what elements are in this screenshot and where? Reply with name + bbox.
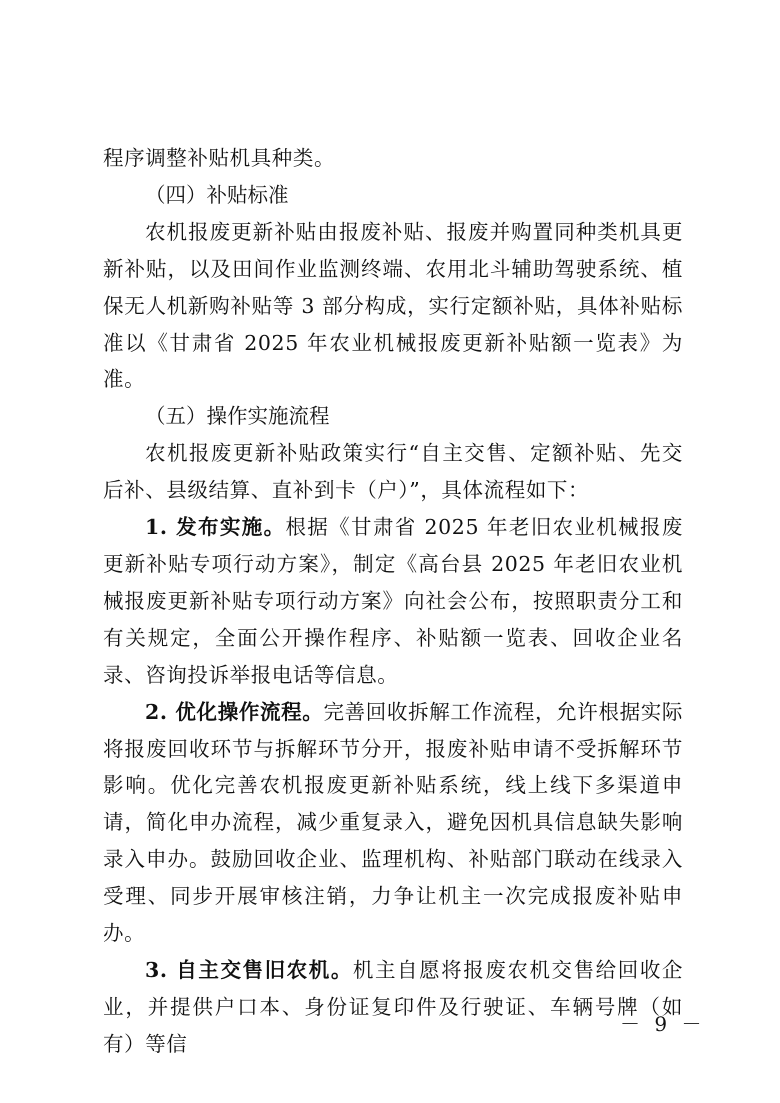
list-item-1-title: 1. 发布实施。 [145,515,286,540]
section-heading-four: （四）补贴标准 [145,182,289,207]
list-item-2-body: 完善回收拆解工作流程，允许根据实际将报废回收环节与拆解环节分开，报废补贴申请不受拆解环节影响。优化完善农机报废更新补贴系统，线上线下多渠道申请，简化申办流程，减少重复录入，避免因机具信息缺失影响录入申办。鼓励回收企业、监理机构、补贴部门联动在线录入受理、同步开展审核注销，力争让机主一次完成报废补贴申办。 [103,699,684,946]
paragraph-process-intro: 农机报废更新补贴政策实行“自主交售、定额补贴、先交后补、县级结算、直补到卡（户）”，具体流程如下： [103,441,683,503]
section-heading-five: （五）操作实施流程 [145,404,330,429]
page-number: － 9 － [620,1012,706,1036]
list-item-1 [103,509,683,694]
list-item-3-body: 机主自愿将报废农机交售给回收企业，并提供户口本、身份证复印件及行驶证、车辆号牌（如有）等信 [103,957,683,1056]
list-item-3 [103,952,683,1063]
list-item-2 [103,694,683,952]
list-item-2-title: 2. 优化操作流程。 [145,699,324,724]
list-item-3-title: 3. 自主交售旧农机。 [145,957,353,982]
list-item-1-body: 根据《甘肃省 2025 年老旧农业机械报废更新补贴专项行动方案》，制定《高台县 2025 年老旧农业机械报废更新补贴专项行动方案》向社会公布，按照职责分工和有关规定，全面公开操作程序、补贴额一览表、回收企业名录、咨询投诉举报电话等信息。 [103,515,683,687]
document-body [103,140,683,1063]
paragraph-subsidy-standard: 农机报废更新补贴由报废补贴、报废并购置同种类机具更新补贴，以及田间作业监测终端、农用北斗辅助驾驶系统、植保无人机新购补贴等 3 部分构成，实行定额补贴，具体补贴标准以《甘肃省 2025 年农业机械报废更新补贴额一览表》为准。 [103,219,683,392]
paragraph-continuation: 程序调整补贴机具种类。 [103,146,336,170]
